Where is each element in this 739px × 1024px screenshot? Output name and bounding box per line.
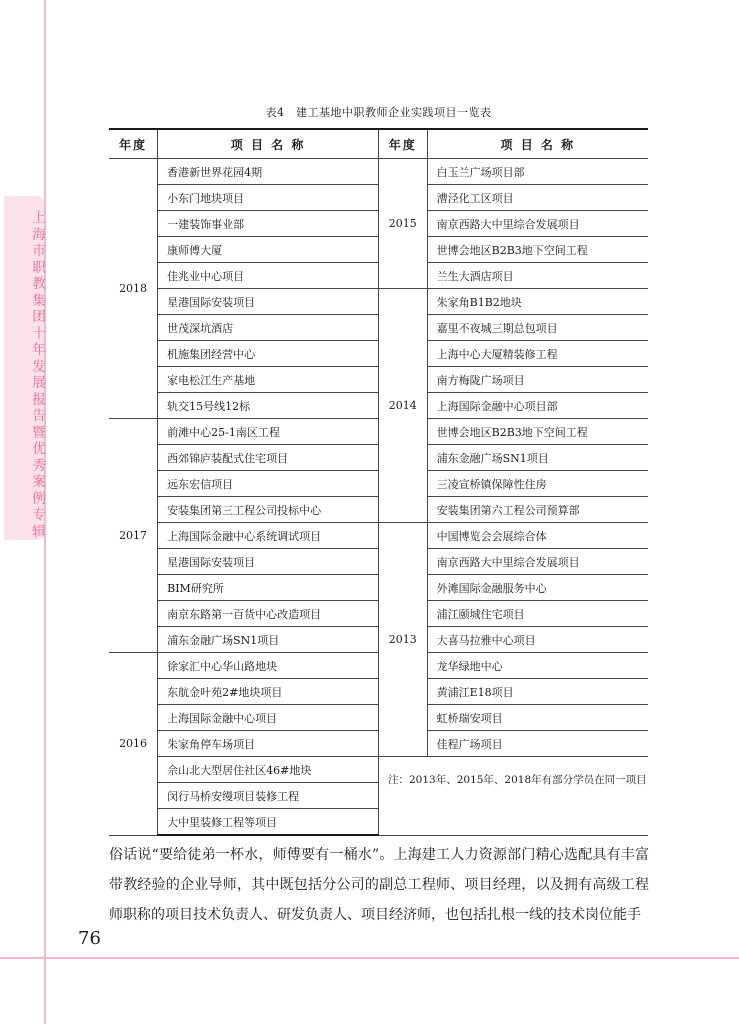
header-name-left: 项 目 名 称: [158, 129, 379, 159]
project-name-cell: 轨交15号线12标: [158, 393, 379, 419]
project-name-cell: 大中里装修工程等项目: [158, 809, 379, 836]
project-name-cell: 南方梅陇广场项目: [427, 367, 648, 393]
project-name-cell: 浦江颐城住宅项目: [427, 601, 648, 627]
table-header-row: [109, 129, 648, 159]
project-name-cell: 佳程广场项目: [427, 731, 648, 757]
project-name-cell: 康师傅大厦: [158, 237, 379, 263]
project-name-cell: 远东宏信项目: [158, 471, 379, 497]
year-cell: 2015: [378, 159, 427, 289]
project-name-cell: 黄浦江E18项目: [427, 679, 648, 705]
page-number: 76: [78, 928, 101, 949]
project-name-cell: 一建装饰事业部: [158, 211, 379, 237]
project-name-cell: 浦东金融广场SN1项目: [427, 445, 648, 471]
project-name-cell: 上海中心大厦精装修工程: [427, 341, 648, 367]
project-name-cell: 佳兆业中心项目: [158, 263, 379, 289]
side-tab-title: 上海市职教集团十年发展报告暨优秀案例专辑: [32, 210, 46, 540]
project-name-cell: 南京西路大中里综合发展项目: [427, 211, 648, 237]
year-cell: 2014: [378, 289, 427, 523]
project-name-cell: 前滩中心25-1南区工程: [158, 419, 379, 445]
header-year-right: 年度: [378, 129, 427, 159]
table-row: [109, 159, 648, 185]
project-name-cell: 三凌宣桥镇保障性住房: [427, 471, 648, 497]
project-name-cell: 上海国际金融中心系统调试项目: [158, 523, 379, 549]
table-row: [109, 523, 648, 549]
project-name-cell: 南京西路大中里综合发展项目: [427, 549, 648, 575]
project-name-cell: 西郊锦庐装配式住宅项目: [158, 445, 379, 471]
table-row: [109, 757, 648, 783]
project-name-cell: 小东门地块项目: [158, 185, 379, 211]
project-name-cell: 朱家角B1B2地块: [427, 289, 648, 315]
footer-rule: [0, 957, 739, 959]
project-name-cell: 嘉里不夜城三期总包项目: [427, 315, 648, 341]
project-name-cell: 浦东金融广场SN1项目: [158, 627, 379, 653]
project-name-cell: 徐家汇中心华山路地块: [158, 653, 379, 679]
project-name-cell: 星港国际安装项目: [158, 549, 379, 575]
year-cell: 2016: [109, 653, 158, 836]
project-name-cell: 上海国际金融中心项目部: [427, 393, 648, 419]
project-name-cell: 大喜马拉雅中心项目: [427, 627, 648, 653]
project-name-cell: 安装集团第六工程公司预算部: [427, 497, 648, 523]
project-name-cell: 香港新世界花园4期: [158, 159, 379, 185]
project-name-cell: 世茂深坑酒店: [158, 315, 379, 341]
project-name-cell: 安装集团第三工程公司投标中心: [158, 497, 379, 523]
header-year-left: 年度: [109, 129, 158, 159]
project-name-cell: 机施集团经营中心: [158, 341, 379, 367]
year-cell: 2017: [109, 419, 158, 653]
project-name-cell: 星港国际安装项目: [158, 289, 379, 315]
table-row: [109, 289, 648, 315]
project-name-cell: 佘山北大型居住社区46#地块: [158, 757, 379, 783]
project-name-cell: 中国博览会会展综合体: [427, 523, 648, 549]
header-name-right: 项 目 名 称: [427, 129, 648, 159]
project-name-cell: 漕泾化工区项目: [427, 185, 648, 211]
project-name-cell: 世博会地区B2B3地下空间工程: [427, 419, 648, 445]
project-name-cell: 家电松江生产基地: [158, 367, 379, 393]
year-cell: 2018: [109, 159, 158, 419]
year-cell: 2013: [378, 523, 427, 757]
project-name-cell: 白玉兰广场项目部: [427, 159, 648, 185]
project-name-cell: 外滩国际金融服务中心: [427, 575, 648, 601]
project-name-cell: 虹桥瑞安项目: [427, 705, 648, 731]
project-name-cell: 南京东路第一百货中心改造项目: [158, 601, 379, 627]
table-note: 注：2013年、2015年、2018年有部分学员在同一项目: [378, 757, 648, 836]
project-name-cell: 上海国际金融中心项目: [158, 705, 379, 731]
project-name-cell: 朱家角停车场项目: [158, 731, 379, 757]
project-name-cell: 东航金叶苑2#地块项目: [158, 679, 379, 705]
project-name-cell: 龙华绿地中心: [427, 653, 648, 679]
table-caption: 表4 建工基地中职教师企业实践项目一览表: [265, 106, 492, 119]
body-paragraph: 俗话说“要给徒弟一杯水，师傅要有一桶水”。上海建工人力资源部门精心选配具有丰富带教经验的企业导师，其中既包括分公司的副总工程师、项目经理，以及拥有高级工程师职称的项目技术负责人、研发负责人、项目经济师，也包括扎根一线的技术岗位能手: [109, 847, 649, 923]
project-table: [109, 128, 648, 836]
project-name-cell: 兰生大酒店项目: [427, 263, 648, 289]
project-name-cell: 闵行马桥安缦项目装修工程: [158, 783, 379, 809]
project-name-cell: 世博会地区B2B3地下空间工程: [427, 237, 648, 263]
project-name-cell: BIM研究所: [158, 575, 379, 601]
